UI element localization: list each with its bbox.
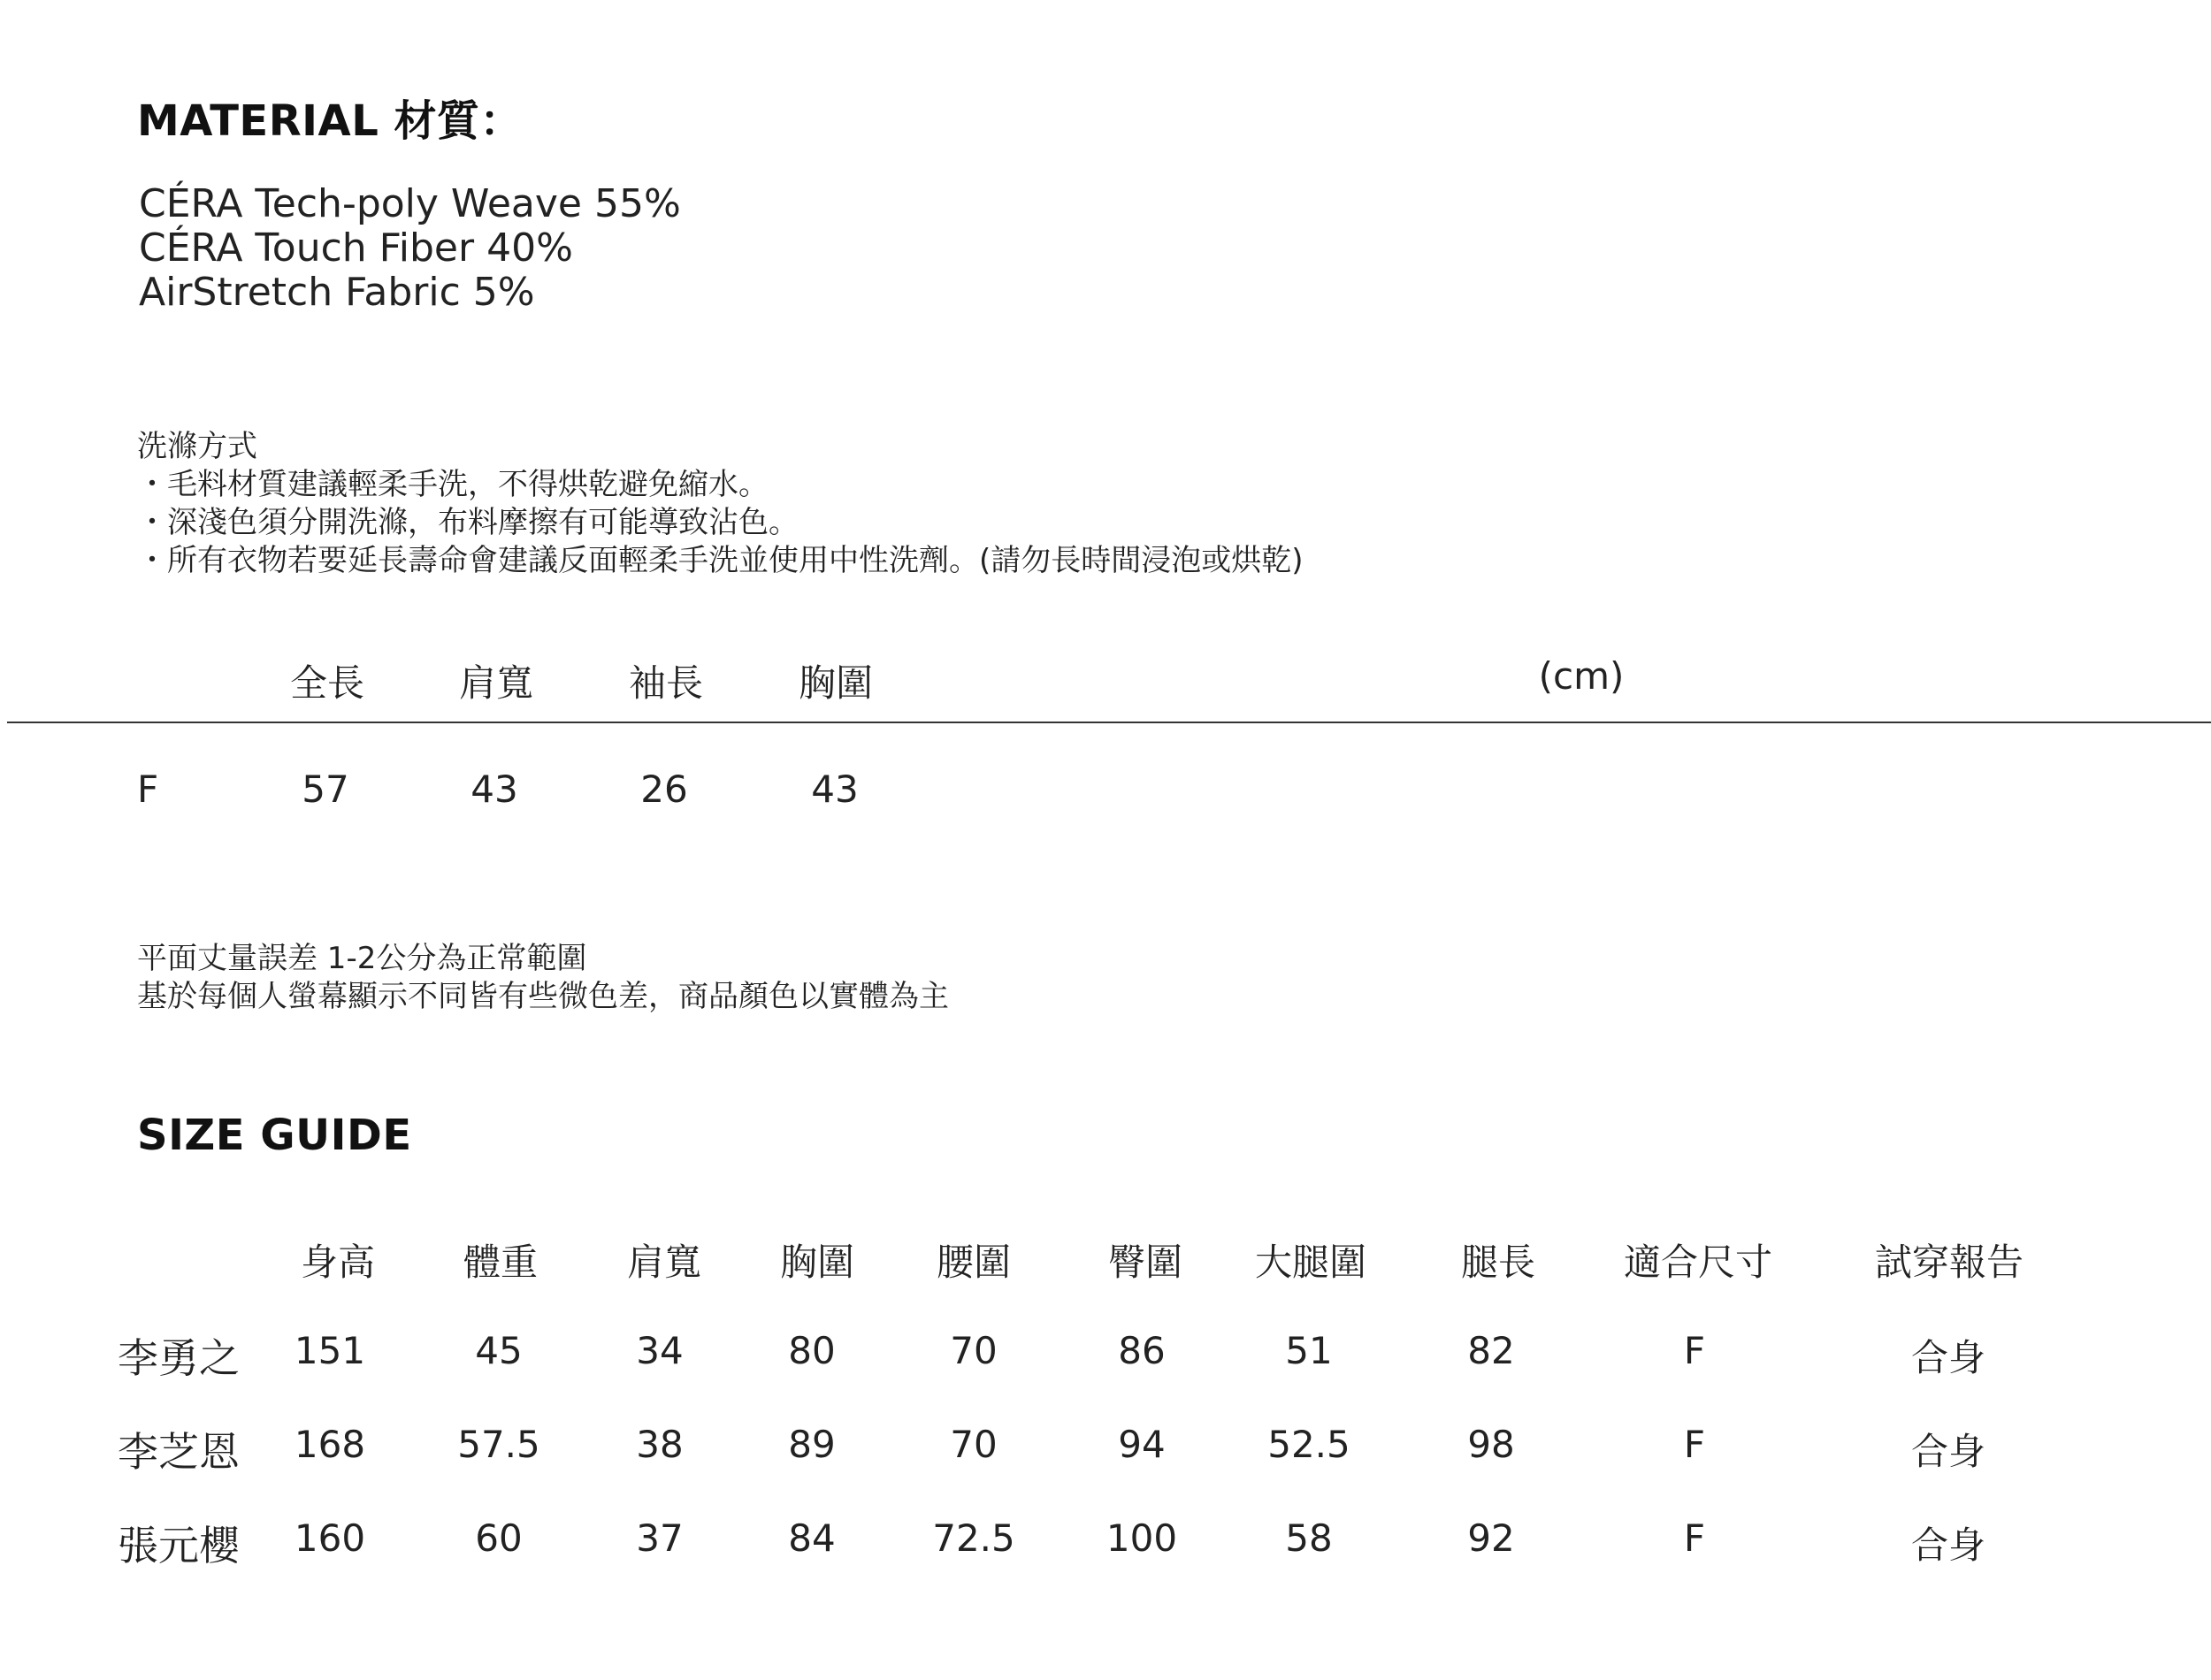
table-cell: 52.5 bbox=[1267, 1423, 1350, 1466]
care-instructions bbox=[137, 428, 1304, 580]
table-cell: 38 bbox=[636, 1423, 684, 1466]
size-guide-header: 體重 bbox=[463, 1241, 539, 1284]
unit-label: (cm) bbox=[1538, 654, 1625, 698]
table-cell: 45 bbox=[475, 1329, 523, 1372]
measure-header: 肩寬 bbox=[458, 661, 534, 705]
table-cell: 72.5 bbox=[932, 1516, 1015, 1560]
table-cell: 82 bbox=[1467, 1329, 1515, 1372]
material-list bbox=[139, 182, 681, 315]
table-cell: 37 bbox=[636, 1516, 684, 1560]
table-cell: 94 bbox=[1118, 1423, 1166, 1466]
table-cell: F bbox=[1683, 1516, 1706, 1560]
note-line: 平面丈量誤差 1-2公分為正常範圍 bbox=[137, 941, 587, 976]
table-cell: 92 bbox=[1467, 1516, 1515, 1560]
table-cell: 70 bbox=[950, 1329, 998, 1372]
table-cell: 60 bbox=[475, 1516, 523, 1560]
size-guide-header: 腰圍 bbox=[936, 1241, 1012, 1284]
material-line: AirStretch Fabric 5% bbox=[139, 270, 535, 315]
care-line: ・毛料材質建議輕柔手洗，不得烘乾避免縮水。 bbox=[137, 467, 769, 502]
table-cell: 34 bbox=[636, 1329, 684, 1372]
table-cell: 100 bbox=[1106, 1516, 1178, 1560]
table-cell: 80 bbox=[788, 1329, 836, 1372]
table-cell: 57.5 bbox=[457, 1423, 540, 1466]
table-cell: 70 bbox=[950, 1423, 998, 1466]
measure-header: 胸圍 bbox=[798, 661, 874, 705]
material-line: CÉRA Touch Fiber 40% bbox=[139, 225, 573, 271]
table-cell: F bbox=[1683, 1329, 1706, 1372]
table-cell: 合身 bbox=[1910, 1336, 1986, 1379]
measure-value: 43 bbox=[471, 767, 518, 811]
size-guide-header: 腿長 bbox=[1460, 1241, 1536, 1284]
care-title: 洗滌方式 bbox=[137, 429, 257, 464]
table-cell: 合身 bbox=[1910, 1523, 1986, 1567]
table-cell: 89 bbox=[788, 1423, 836, 1466]
size-guide-header: 試穿報告 bbox=[1874, 1241, 2024, 1284]
measure-value: 26 bbox=[640, 767, 688, 811]
table-cell: 151 bbox=[294, 1329, 366, 1372]
table-cell: 86 bbox=[1118, 1329, 1166, 1372]
table-cell: 168 bbox=[294, 1423, 366, 1466]
table-cell: 160 bbox=[294, 1516, 366, 1560]
table-divider bbox=[7, 722, 2211, 723]
note-line: 基於每個人螢幕顯示不同皆有些微色差，商品顏色以實體為主 bbox=[137, 979, 949, 1014]
model-name: 李芝恩 bbox=[118, 1428, 240, 1476]
table-cell: 51 bbox=[1285, 1329, 1333, 1372]
measure-header: 全長 bbox=[289, 661, 365, 705]
size-guide-header: 肩寬 bbox=[626, 1241, 702, 1284]
table-cell: 合身 bbox=[1910, 1430, 1986, 1473]
measure-value: 57 bbox=[302, 767, 349, 811]
care-line: ・所有衣物若要延長壽命會建議反面輕柔手洗並使用中性洗劑。(請勿長時間浸泡或烘乾) bbox=[137, 543, 1304, 578]
measurement-notes bbox=[137, 940, 949, 1016]
model-name: 張元櫻 bbox=[118, 1522, 240, 1569]
measure-header: 袖長 bbox=[628, 661, 704, 705]
size-guide-header: 臀圍 bbox=[1107, 1241, 1183, 1284]
size-guide-header: 大腿圍 bbox=[1254, 1241, 1367, 1284]
material-line: CÉRA Tech-poly Weave 55% bbox=[139, 181, 681, 226]
size-label: F bbox=[137, 767, 159, 811]
table-cell: 84 bbox=[788, 1516, 836, 1560]
table-cell: F bbox=[1683, 1423, 1706, 1466]
measure-value: 43 bbox=[811, 767, 859, 811]
size-guide-heading: SIZE GUIDE bbox=[137, 1111, 412, 1160]
size-guide-header: 胸圍 bbox=[779, 1241, 855, 1284]
model-name: 李勇之 bbox=[118, 1334, 240, 1382]
table-cell: 58 bbox=[1285, 1516, 1333, 1560]
table-cell: 98 bbox=[1467, 1423, 1515, 1466]
size-guide-header: 適合尺寸 bbox=[1623, 1241, 1773, 1284]
care-line: ・深淺色須分開洗滌，布料摩擦有可能導致沾色。 bbox=[137, 505, 799, 540]
material-heading: MATERIAL 材質： bbox=[137, 96, 523, 146]
size-guide-header: 身高 bbox=[300, 1241, 376, 1284]
